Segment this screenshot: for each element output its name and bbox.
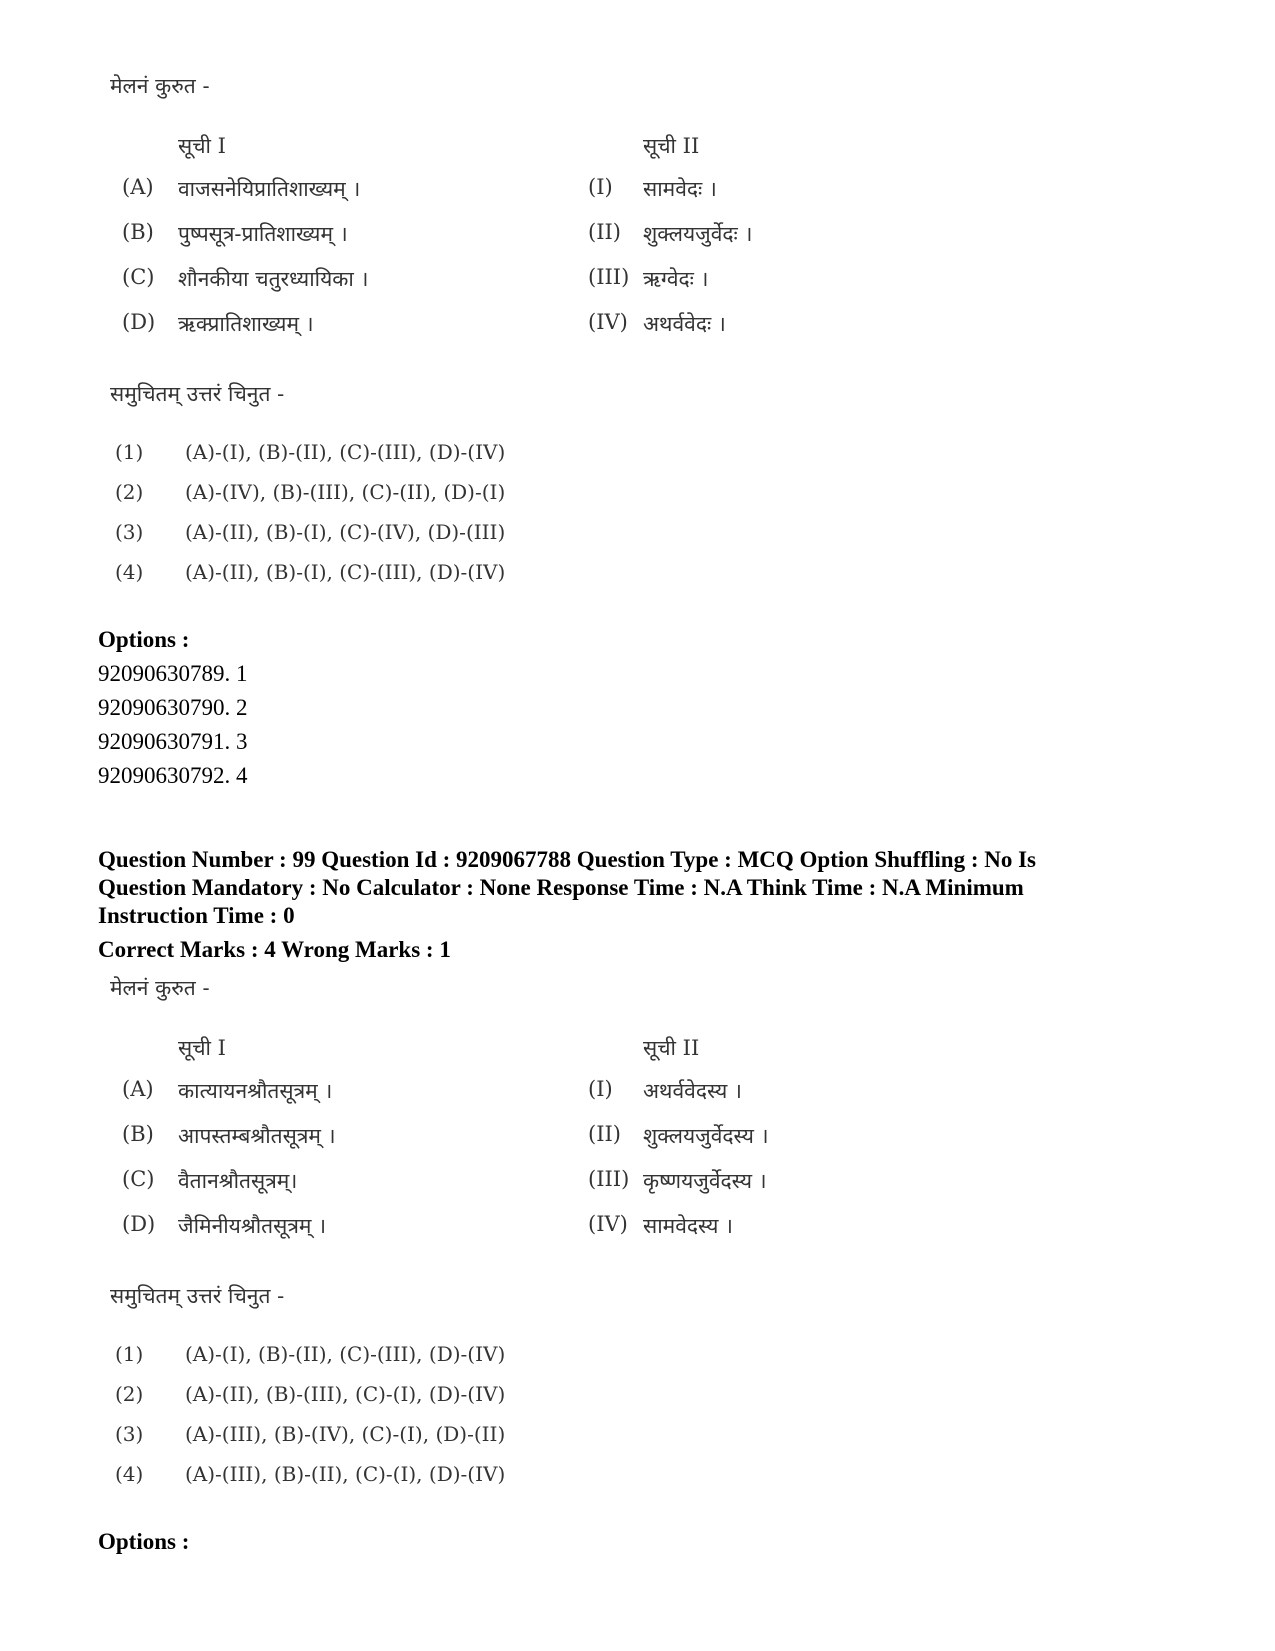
q98-row-d-right-text: अथर्ववेदः । [643, 312, 726, 336]
q98-row-b-right-label: (II) [588, 220, 621, 244]
q99-list2-heading: सूची II [643, 1036, 700, 1060]
q98-choice-3-text: (A)-(II), (B)-(I), (C)-(IV), (D)-(III) [185, 520, 506, 544]
q99-choice-1-text: (A)-(I), (B)-(II), (C)-(III), (D)-(IV) [185, 1342, 506, 1366]
q98-choice-2-number: (2) [115, 480, 144, 504]
q99-row-c-left-text: वैतानश्रौतसूत्रम्। [178, 1169, 298, 1193]
q99-row-d-right-text: सामवेदस्य । [643, 1214, 734, 1238]
q99-row-b-right-label: (II) [588, 1122, 621, 1146]
q99-meta-line-3: Instruction Time : 0 [98, 903, 295, 928]
q99-marks: Correct Marks : 4 Wrong Marks : 1 [98, 937, 451, 962]
q98-match-row-d [100, 310, 800, 340]
q98-option-1: 92090630789. 1 [98, 661, 248, 686]
q98-choice-3-number: (3) [115, 520, 144, 544]
q98-answer-prompt: समुचितम् उत्तरं चिनुत - [110, 382, 285, 406]
q98-instruction: मेलनं कुरुत - [110, 74, 210, 98]
q98-row-d-left-text: ऋक्प्रातिशाख्यम् । [178, 312, 314, 336]
q98-match-row-a [100, 175, 800, 205]
q98-row-c-left-text: शौनकीया चतुरध्यायिका । [178, 267, 369, 291]
q98-row-d-right-label: (IV) [588, 310, 628, 334]
q99-row-b-left-text: आपस्तम्बश्रौतसूत्रम् । [178, 1124, 336, 1148]
q99-match-row-b [100, 1122, 800, 1152]
q98-option-2: 92090630790. 2 [98, 695, 248, 720]
q99-choice-2-number: (2) [115, 1382, 144, 1406]
q99-match-row-a [100, 1077, 800, 1107]
q98-row-b-right-text: शुक्लयजुर्वेदः । [643, 222, 753, 246]
q98-row-c-right-label: (III) [588, 265, 630, 289]
q99-question-image [100, 972, 800, 1512]
q98-choice-1-number: (1) [115, 440, 144, 464]
q98-list2-heading: सूची II [643, 134, 700, 158]
q99-metadata [98, 846, 1098, 930]
q98-list1-heading: सूची I [178, 134, 226, 158]
q99-row-a-left-text: कात्यायनश्रौतसूत्रम् । [178, 1079, 333, 1103]
q99-row-a-right-text: अथर्ववेदस्य । [643, 1079, 742, 1103]
q98-row-a-left-label: (A) [122, 175, 154, 199]
q98-row-b-left-label: (B) [122, 220, 154, 244]
q98-row-a-right-label: (I) [588, 175, 613, 199]
q99-meta-line-2: Question Mandatory : No Calculator : None Response Time : N.A Think Time : N.A Minimum [98, 875, 1024, 900]
q99-row-b-right-text: शुक्लयजुर्वेदस्य । [643, 1124, 769, 1148]
q99-match-row-d [100, 1212, 800, 1242]
q98-choice-4-text: (A)-(II), (B)-(I), (C)-(III), (D)-(IV) [185, 560, 506, 584]
q99-match-row-c [100, 1167, 800, 1197]
q99-row-b-left-label: (B) [122, 1122, 154, 1146]
q99-instruction: मेलनं कुरुत - [110, 976, 210, 1000]
q98-option-3: 92090630791. 3 [98, 729, 248, 754]
q98-option-4: 92090630792. 4 [98, 763, 248, 788]
q98-options-heading: Options : [98, 627, 190, 652]
q99-row-d-left-label: (D) [122, 1212, 156, 1236]
q98-match-row-c [100, 265, 800, 295]
q98-choice-4-number: (4) [115, 560, 144, 584]
q98-match-row-b [100, 220, 800, 250]
q99-row-a-right-label: (I) [588, 1077, 613, 1101]
q99-choice-1-number: (1) [115, 1342, 144, 1366]
q99-row-c-right-label: (III) [588, 1167, 630, 1191]
q98-row-c-left-label: (C) [122, 265, 155, 289]
q99-choice-3-text: (A)-(III), (B)-(IV), (C)-(I), (D)-(II) [185, 1422, 506, 1446]
q99-choice-3-number: (3) [115, 1422, 144, 1446]
q99-row-d-right-label: (IV) [588, 1212, 628, 1236]
q99-answer-prompt: समुचितम् उत्तरं चिनुत - [110, 1284, 285, 1308]
q99-choice-2-text: (A)-(II), (B)-(III), (C)-(I), (D)-(IV) [185, 1382, 506, 1406]
q98-row-a-left-text: वाजसनेयिप्रातिशाख्यम् । [178, 177, 361, 201]
q99-options-heading: Options : [98, 1529, 190, 1554]
q98-row-d-left-label: (D) [122, 310, 156, 334]
q99-choice-4-number: (4) [115, 1462, 144, 1486]
q98-choice-1-text: (A)-(I), (B)-(II), (C)-(III), (D)-(IV) [185, 440, 506, 464]
q99-row-c-left-label: (C) [122, 1167, 155, 1191]
q98-row-a-right-text: सामवेदः । [643, 177, 717, 201]
q99-row-d-left-text: जैमिनीयश्रौतसूत्रम् । [178, 1214, 327, 1238]
q98-question-image [100, 70, 800, 610]
q99-row-a-left-label: (A) [122, 1077, 154, 1101]
q99-row-c-right-text: कृष्णयजुर्वेदस्य । [643, 1169, 767, 1193]
q98-row-b-left-text: पुष्पसूत्र-प्रातिशाख्यम् । [178, 222, 348, 246]
q98-choice-2-text: (A)-(IV), (B)-(III), (C)-(II), (D)-(I) [185, 480, 506, 504]
q99-meta-line-1: Question Number : 99 Question Id : 9209067788 Question Type : MCQ Option Shuffling : No Is [98, 847, 1037, 872]
q99-list1-heading: सूची I [178, 1036, 226, 1060]
q98-row-c-right-text: ऋग्वेदः । [643, 267, 709, 291]
q99-choice-4-text: (A)-(III), (B)-(II), (C)-(I), (D)-(IV) [185, 1462, 506, 1486]
